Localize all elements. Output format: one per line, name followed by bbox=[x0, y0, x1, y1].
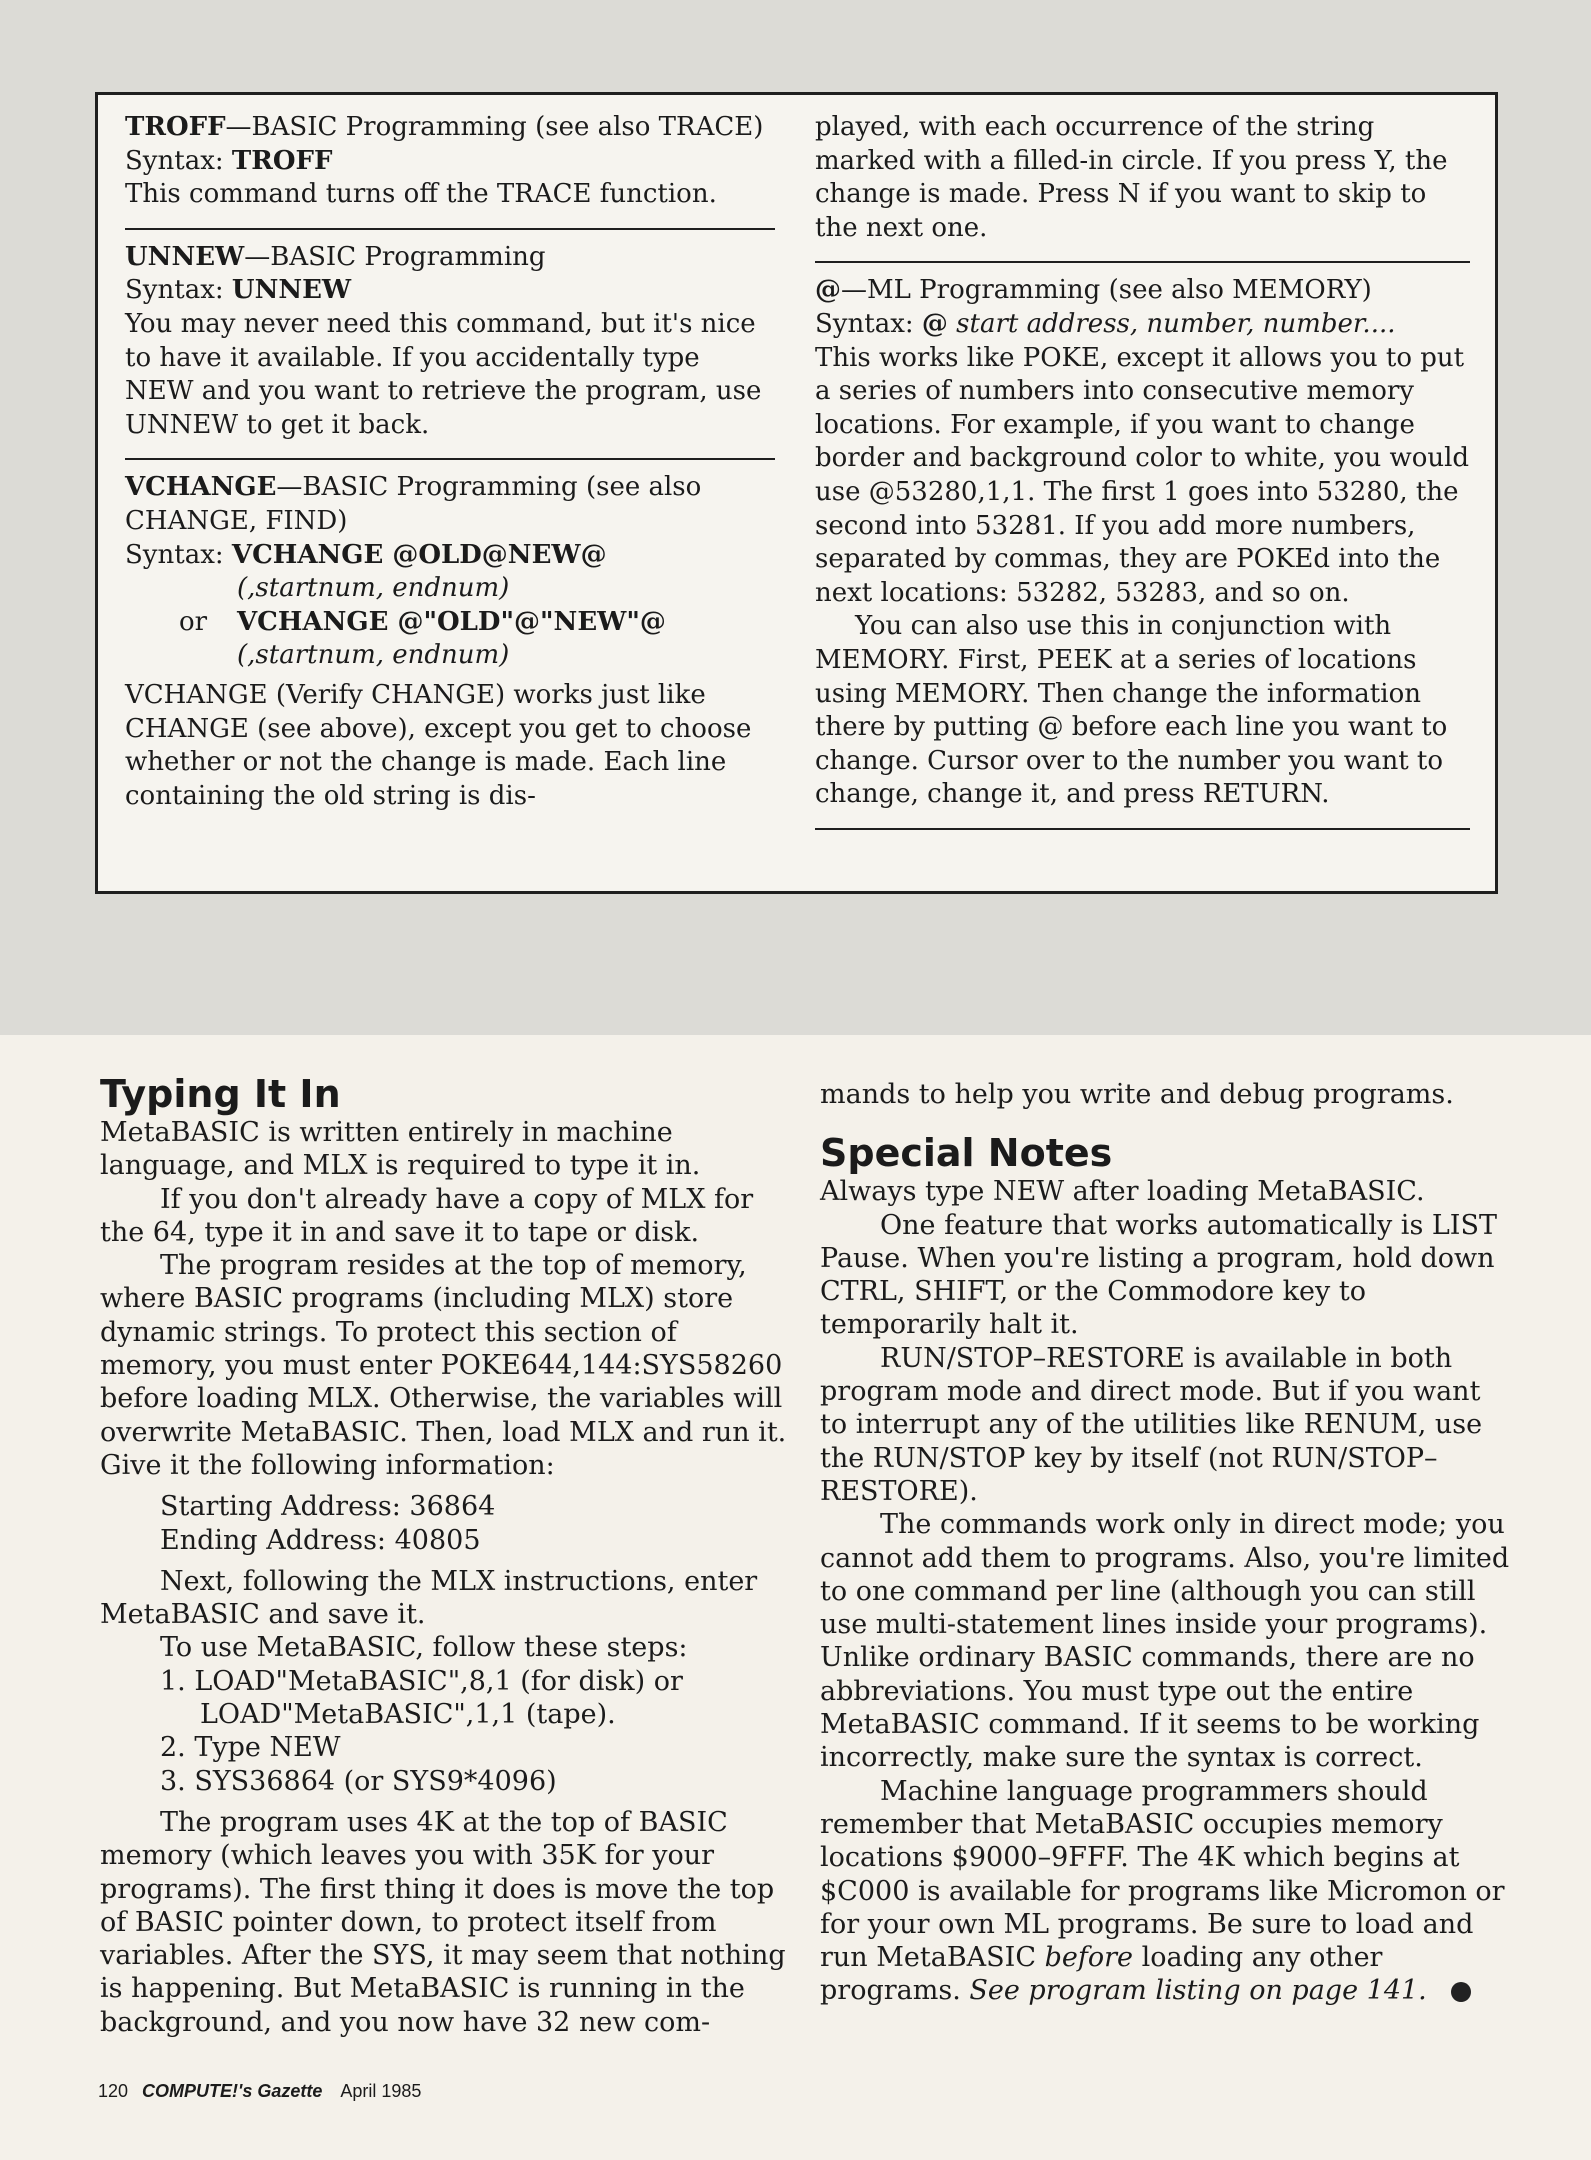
troff-syntax: TROFF bbox=[231, 145, 333, 176]
before-emphasis: before bbox=[1044, 1942, 1133, 1974]
unnew-syntax-label: Syntax: bbox=[125, 275, 224, 306]
vchange-syntax-2: VCHANGE @"OLD"@"NEW"@ bbox=[237, 606, 666, 637]
page-footer bbox=[98, 2081, 421, 2102]
ending-address: Ending Address: 40805 bbox=[160, 1524, 481, 1556]
special-paragraph-2: One feature that works automatically is LIST Pause. When you're listing a program, hold down CTRL, SHIFT, or the Commodore key to temporarily halt it. bbox=[820, 1209, 1497, 1341]
typing-paragraph-5: To use MetaBASIC, follow these steps: bbox=[160, 1632, 688, 1664]
special-paragraph-4: The commands work only in direct mode; you cannot add them to programs. Also, you're limited to one command per line (although you can still use multi-statement lines inside your programs). Unlike ordinary BASIC commands, there are no abbreviations. You must type out the entire MetaBASIC command. If it seems to be working incorrectly, make sure the syntax is correct. bbox=[820, 1509, 1510, 1774]
unnew-description: You may never need this command, but it's nice to have it available. If you accidentally type NEW and you want to retrieve the program, use UNNEW to get it back. bbox=[125, 308, 762, 440]
troff-heading: TROFF bbox=[125, 112, 226, 142]
special-paragraph-3: RUN/STOP–RESTORE is available in both program mode and direct mode. But if you want to interrupt any of the utilities like RENUM, use the RUN/STOP key by itself (not RUN/STOP–RESTORE). bbox=[820, 1342, 1483, 1507]
at-entry bbox=[815, 274, 1470, 812]
vchange-args-1: (,startnum, endnum) bbox=[237, 573, 510, 604]
at-heading: @ bbox=[815, 275, 841, 306]
box-right-column bbox=[815, 111, 1470, 841]
at-syntax-label: Syntax: bbox=[815, 308, 914, 339]
divider bbox=[125, 458, 775, 460]
vchange-syntax-label: Syntax: bbox=[125, 539, 224, 570]
box-left-column bbox=[125, 111, 775, 813]
article-right-column bbox=[820, 1072, 1510, 2008]
vchange-heading: VCHANGE bbox=[125, 472, 277, 503]
step-3: 3. SYS36864 (or SYS9*4096) bbox=[160, 1765, 557, 1797]
vchange-syntax-1: VCHANGE @OLD@NEW@ bbox=[231, 539, 607, 570]
typing-paragraph-3: The program resides at the top of memory, where BASIC programs (including MLX) store dynamic strings. To protect this section of memory, you must enter POKE644,144:SYS58260 before loading MLX. Otherwise, the variables will overwrite MetaBASIC. Then, load MLX and run it. Give it the following information: bbox=[100, 1250, 787, 1481]
vchange-category: —BASIC Programming (see also CHANGE, FIND) bbox=[125, 472, 702, 536]
vchange-description-right: played, with each occurrence of the string marked with a filled-in circle. If you press Y, the change is made. Press N if you want to skip to the next one. bbox=[815, 112, 1448, 243]
vchange-description-left: VCHANGE (Verify CHANGE) works just like CHANGE (see above), except you get to choose whether or not the change is made. Each line containing the old string is dis- bbox=[125, 679, 752, 811]
divider bbox=[815, 261, 1470, 263]
vchange-continued bbox=[815, 111, 1470, 245]
special-notes-heading: Special Notes bbox=[820, 1131, 1113, 1176]
troff-category: —BASIC Programming (see also TRACE) bbox=[225, 112, 764, 142]
divider bbox=[815, 828, 1470, 830]
unnew-entry bbox=[125, 241, 775, 443]
vchange-or: or bbox=[179, 606, 208, 637]
typing-paragraph-2: If you don't already have a copy of MLX for the 64, type it in and save it to tape or disk. bbox=[100, 1183, 754, 1248]
page-number: 120 bbox=[98, 2081, 129, 2101]
unnew-syntax: UNNEW bbox=[231, 275, 352, 306]
unnew-heading: UNNEW bbox=[125, 241, 245, 272]
typing-paragraph-6-continued: mands to help you write and debug programs. bbox=[820, 1079, 1454, 1110]
vchange-entry bbox=[125, 471, 775, 813]
typing-heading: Typing It In bbox=[100, 1072, 341, 1116]
troff-description: This command turns off the TRACE function. bbox=[125, 179, 717, 210]
program-listing-reference: See program listing on page 141. bbox=[969, 1975, 1427, 2007]
starting-address: Starting Address: 36864 bbox=[160, 1491, 496, 1523]
troff-entry bbox=[125, 111, 775, 212]
article-left-column bbox=[100, 1072, 790, 2039]
vchange-args-2: (,startnum, endnum) bbox=[237, 640, 510, 671]
issue-date: April 1985 bbox=[340, 2081, 422, 2101]
special-paragraph-5b: loading any other programs. bbox=[820, 1942, 1383, 2007]
command-reference-box bbox=[95, 92, 1498, 894]
at-syntax: @ bbox=[921, 308, 948, 339]
at-args: start address, number, number.... bbox=[956, 308, 1396, 339]
unnew-category: —BASIC Programming bbox=[244, 241, 546, 272]
step-1a: 1. LOAD"MetaBASIC",8,1 (for disk) or bbox=[160, 1665, 683, 1697]
special-paragraph-5 bbox=[820, 1775, 1510, 2008]
typing-paragraph-1: MetaBASIC is written entirely in machine language, and MLX is required to type it in. bbox=[100, 1117, 701, 1182]
typing-paragraph-6: The program uses 4K at the top of BASIC memory (which leaves you with 35K for your programs). The first thing it does is move the top of BASIC pointer down, to protect itself from variables. After the SYS, it may seem that nothing is happening. But MetaBASIC is running in the background, and you now have 32 new com- bbox=[100, 1806, 786, 2038]
step-2: 2. Type NEW bbox=[160, 1732, 341, 1764]
at-paragraph-2: You can also use this in conjunction with MEMORY. First, PEEK at a series of locations using MEMORY. Then change the information there by putting @ before each line you want to change. Cursor over to the number you want to change, change it, and press RETURN. bbox=[815, 611, 1448, 810]
typing-paragraph-4: Next, following the MLX instructions, enter MetaBASIC and save it. bbox=[100, 1565, 758, 1631]
end-of-article-icon bbox=[1451, 1982, 1471, 2002]
at-category: —ML Programming (see also MEMORY) bbox=[841, 275, 1372, 306]
special-paragraph-5a: Machine language programmers should remember that MetaBASIC occupies memory locations $9000–9FFF. The 4K which begins at $C000 is available for programs like Micromon or for your own ML programs. Be sure to load and run MetaBASIC bbox=[820, 1775, 1505, 1974]
at-paragraph-1: This works like POKE, except it allows you to put a series of numbers into consecutive memory locations. For example, if you want to change border and background color to white, you would use @53280,1,1. The first 1 goes into 53280, the second into 53281. If you add more numbers, separated by commas, they are POKEd into the next locations: 53282, 53283, and so on. bbox=[815, 342, 1470, 608]
step-1b: LOAD"MetaBASIC",1,1 (tape). bbox=[200, 1699, 616, 1731]
divider bbox=[125, 228, 775, 230]
magazine-name: COMPUTE!'s Gazette bbox=[142, 2081, 323, 2101]
troff-syntax-label: Syntax: bbox=[125, 145, 224, 176]
special-paragraph-1: Always type NEW after loading MetaBASIC. bbox=[820, 1176, 1425, 1208]
